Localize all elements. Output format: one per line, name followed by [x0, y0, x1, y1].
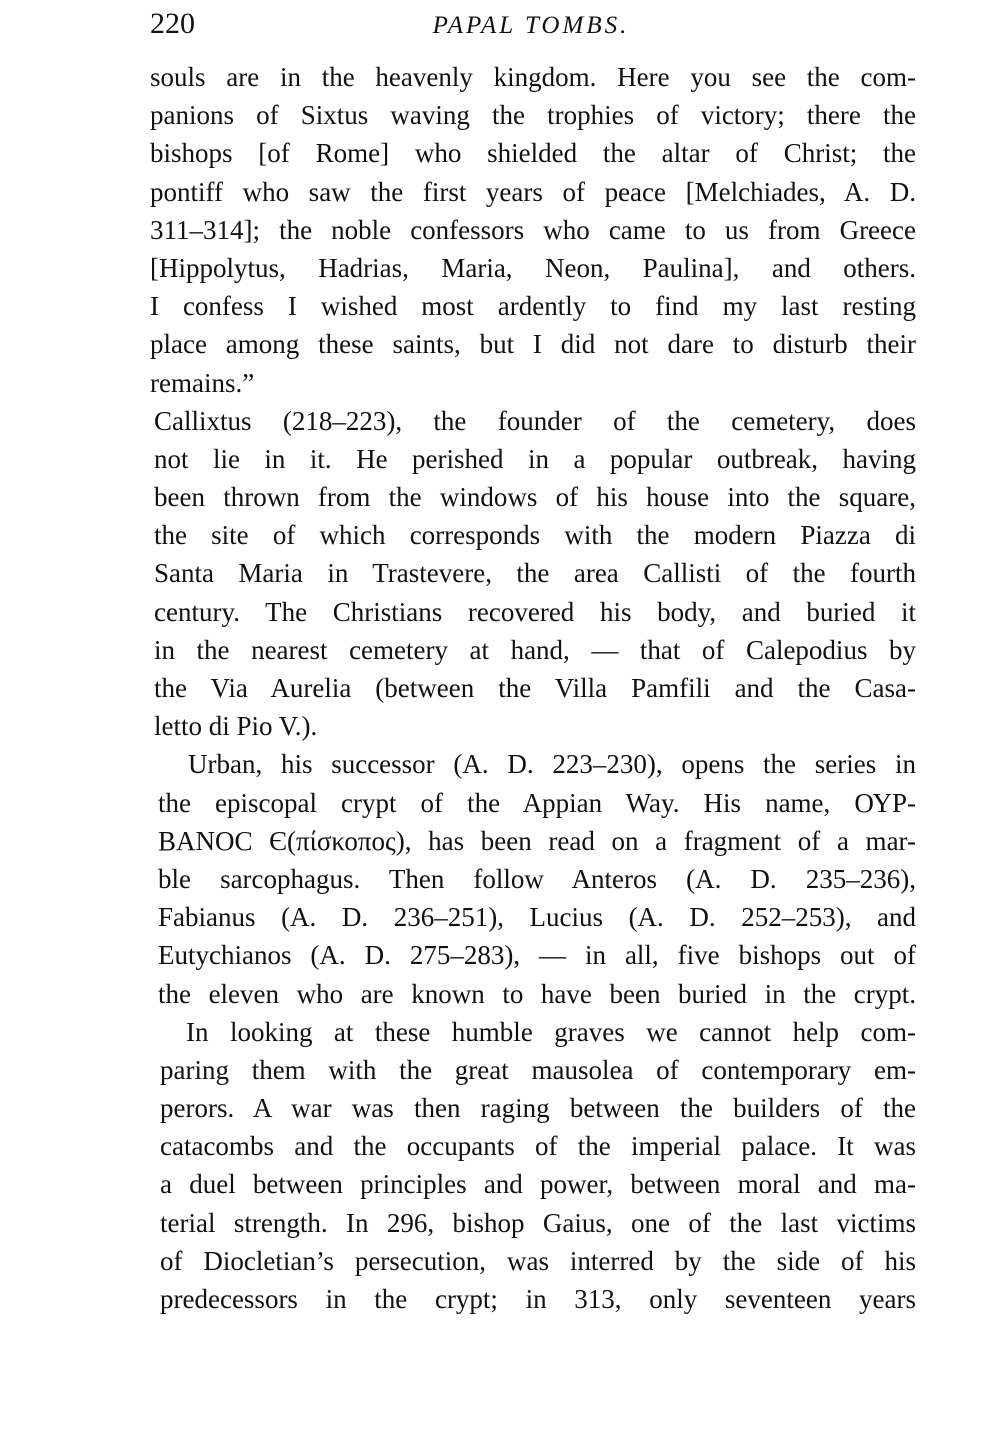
text-line: not lie in it. He perished in a popular outbreak, having: [154, 443, 916, 474]
text-line: place among these saints, but I did not dare to disturb their: [150, 329, 916, 360]
text-line: Santa Maria in Trastevere, the area Callisti of the fourth: [154, 558, 916, 589]
text-line: century. The Christians recovered his body, and buried it: [154, 596, 916, 627]
text-line: terial strength. In 296, bishop Gaius, one of the last victims: [160, 1207, 916, 1238]
text-line: a duel between principles and power, between moral and ma-: [160, 1169, 916, 1200]
text-line: In looking at these humble graves we cannot help com-: [186, 1016, 916, 1047]
text-line: Fabianus (A. D. 236–251), Lucius (A. D. 252–253), and: [158, 902, 916, 933]
text-line: the eleven who are known to have been buried in the crypt.: [158, 978, 916, 1009]
paragraph-3: [150, 745, 916, 1012]
text-line: been thrown from the windows of his house into the square,: [154, 482, 916, 513]
text-line: the site of which corresponds with the modern Piazza di: [154, 520, 916, 551]
text-line: ΒΑΝΟϹ Є(πίσκοπος), has been read on a fragment of a mar-: [158, 825, 916, 856]
text-line: Urban, his successor (A. D. 223–230), opens the series in: [188, 749, 916, 780]
text-line: predecessors in the crypt; in 313, only seventeen years: [160, 1284, 916, 1314]
text-line: catacombs and the occupants of the imperial palace. It was: [160, 1131, 916, 1162]
page-header: [150, 4, 912, 48]
body-text: [150, 58, 916, 1318]
text-line: in the nearest cemetery at hand, — that of Calepodius by: [154, 634, 916, 665]
text-line: I confess I wished most ardently to find my last resting: [150, 291, 916, 322]
text-line: Eutychianos (A. D. 275–283), — in all, five bishops out of: [158, 940, 916, 971]
text-line: letto di Pio V.).: [154, 711, 318, 742]
text-line: pontiff who saw the first years of peace [Melchiades, A. D.: [150, 176, 916, 207]
page-number: 220: [150, 7, 195, 40]
text-line: bishops [of Rome] who shielded the altar of Christ; the: [150, 138, 916, 169]
text-line: panions of Sixtus waving the trophies of victory; there the: [150, 100, 916, 131]
text-line: remains.”: [150, 367, 255, 398]
text-line: [Hippolytus, Hadrias, Maria, Neon, Paulina], and others.: [150, 252, 916, 283]
text-line: souls are in the heavenly kingdom. Here you see the com-: [150, 62, 916, 92]
text-line: 311–314]; the noble confessors who came to us from Greece: [150, 214, 916, 245]
text-line: Callixtus (218–223), the founder of the cemetery, does: [154, 405, 916, 436]
text-line: paring them with the great mausolea of contemporary em-: [160, 1054, 916, 1085]
paragraph-1: [150, 58, 916, 402]
paragraph-4: [150, 1013, 916, 1319]
text-line: the episcopal crypt of the Appian Way. His name, ΟΥΡ-: [158, 787, 916, 818]
text-line: the Via Aurelia (between the Villa Pamfili and the Casa-: [154, 673, 916, 703]
text-line: ble sarcophagus. Then follow Anteros (A. D. 235–236),: [158, 863, 916, 894]
text-line: perors. A war was then raging between the builders of the: [160, 1093, 916, 1124]
text-line: of Diocletian’s persecution, was interred by the side of his: [160, 1245, 916, 1276]
paragraph-2: [150, 402, 916, 746]
running-head: PAPAL TOMBS.: [432, 12, 630, 39]
